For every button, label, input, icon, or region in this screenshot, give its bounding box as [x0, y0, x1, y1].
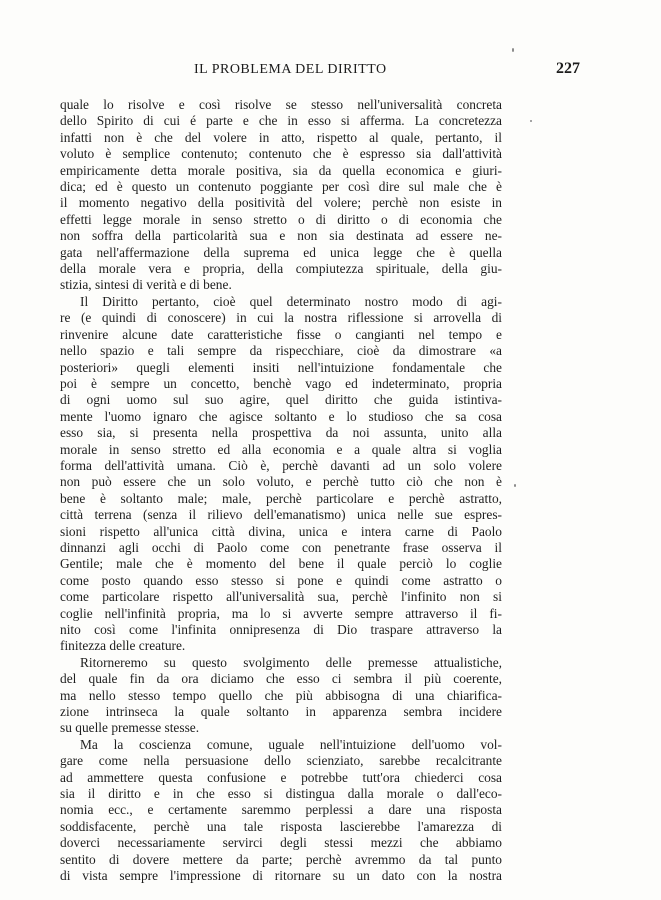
text-line: sioni rispetto all'unica città divina, unica e intera carne di Paolo — [60, 523, 502, 539]
text-line: rinvenire alcune date caratteristiche fisse o cangianti nel tempo e — [60, 326, 502, 342]
text-line: su quelle premesse stesse. — [60, 720, 200, 736]
text-line: dello Spirito di cui é parte e che in esso si afferma. La concretezza — [60, 113, 502, 129]
text-line: posteriori» quegli elementi insiti nell'intuizione fondamentale che — [60, 359, 502, 375]
text-line: forma dell'attività umana. Ciò è, perchè davanti ad un solo volere — [60, 457, 502, 473]
text-line: il momento negativo della positività del volere; perchè non esiste in — [60, 195, 502, 211]
text-line: bene è soltanto male; male, perchè particolare e perchè astratto, — [60, 490, 502, 506]
running-head — [86, 62, 580, 82]
text-line: di vista sempre l'impressione di ritornare su un dato con la nostra — [60, 868, 502, 884]
text-line: doverci necessariamente servirci degli stessi mezzi che abbiamo — [60, 835, 502, 851]
text-line: voluto è semplice contenuto; contenuto che è espresso sia dall'attività — [60, 146, 502, 162]
text-line: finitezza delle creature. — [60, 638, 186, 654]
text-line: coglie nell'infinità propria, ma lo si avverte sempre attraverso il fi- — [60, 605, 502, 621]
text-line: città terrena (senza il rilievo dell'emanatismo) unica nelle sue espres- — [60, 507, 502, 523]
text-line: Ritorneremo su questo svolgimento delle premesse attualistiche, — [80, 654, 502, 670]
text-line: di ogni uomo sul suo agire, quel diritto che guida istintiva- — [60, 392, 502, 408]
text-line: sia il diritto e in che esso si distingua dalla morale o dall'eco- — [60, 786, 502, 802]
text-line: Ma la coscienza comune, uguale nell'intuizione dell'uomo vol- — [80, 736, 502, 752]
paper-speck — [512, 48, 514, 52]
paper-speck — [530, 120, 532, 122]
text-line: dinnanzi agli occhi di Paolo come con penetrante frase osserva il — [60, 539, 502, 555]
text-line: zione intrinseca la quale soltanto in apparenza sembra incidere — [60, 704, 502, 720]
text-line: mente l'uomo ignaro che agisce soltanto e lo studioso che sa cosa — [60, 408, 502, 424]
text-line: poi è sempre un concetto, benchè vago ed indeterminato, propria — [60, 375, 502, 391]
page-number: 227 — [556, 60, 580, 77]
text-line: infatti non è che del volere in atto, rispetto al quale, pertanto, il — [60, 129, 502, 145]
text-line: del quale fin da ora diciamo che esso ci sembra il più coerente, — [60, 671, 502, 687]
text-line: nello spazio e tali sempre da rispecchiare, cioè da dimostrare «a — [60, 343, 502, 359]
text-line: Il Diritto pertanto, cioè quel determinato nostro modo di agi- — [80, 293, 502, 309]
paper-speck — [514, 484, 516, 487]
text-line: come posto quando esso stesso si pone e quindi come astratto o — [60, 572, 502, 588]
text-line: della morale vera e propria, della compiutezza spirituale, della giu- — [60, 261, 502, 277]
text-line: morale in senso stretto ed alla economia e a quale altra si voglia — [60, 441, 502, 457]
text-line: nito così come l'infinita onnipresenza di Dio traspare attraverso la — [60, 622, 502, 637]
text-line: gare come nella persuasione dello scienziato, sarebbe recalcitrante — [60, 753, 502, 769]
text-line: re (e quindi di conoscere) in cui la nostra riflessione si arrovella di — [60, 310, 502, 326]
text-line: empiricamente detta morale positiva, sia da quella economica e giuri- — [60, 162, 502, 178]
text-line: nomia ecc., e certamente saremmo perplessi a dare una risposta — [60, 802, 502, 818]
text-line: non soffra della particolarità sua e non sia destinata ad essere ne- — [60, 228, 502, 244]
text-line: soddisfacente, perchè una tale risposta lascierebbe l'amarezza di — [60, 818, 502, 834]
text-line: effetti legge morale in senso stretto o di diritto o di economia che — [60, 211, 502, 227]
text-line: sentito di dovere mettere da parte; perchè avremmo da tal punto — [60, 851, 502, 867]
running-title: IL PROBLEMA DEL DIRITTO — [194, 62, 387, 77]
text-line: Gentile; male che è momento del bene il quale perciò lo coglie — [60, 556, 502, 572]
text-line: quale lo risolve e così risolve se stesso nell'universalità concreta — [60, 97, 502, 112]
text-line: dica; ed è questo un contenuto poggiante per così dire sul male che è — [60, 179, 502, 195]
text-line: ad ammettere questa confusione e potrebbe tutt'ora chiederci cosa — [60, 769, 502, 785]
body-text — [60, 97, 502, 885]
text-line: stizia, sintesi di verità e di bene. — [60, 277, 232, 293]
text-line: non può essere che un solo voluto, e perchè tutto ciò che non è — [60, 474, 502, 490]
text-line: esso sia, si presenta nella prospettiva da noi assunta, unito alla — [60, 425, 502, 441]
text-line: come particolare rispetto all'universalità sua, perchè l'infinito non si — [60, 589, 502, 605]
text-line: ma nello stesso tempo quello che più abbisogna di una chiarifica- — [60, 687, 502, 703]
text-line: gata nell'affermazione della suprema ed unica legge che è quella — [60, 244, 502, 260]
